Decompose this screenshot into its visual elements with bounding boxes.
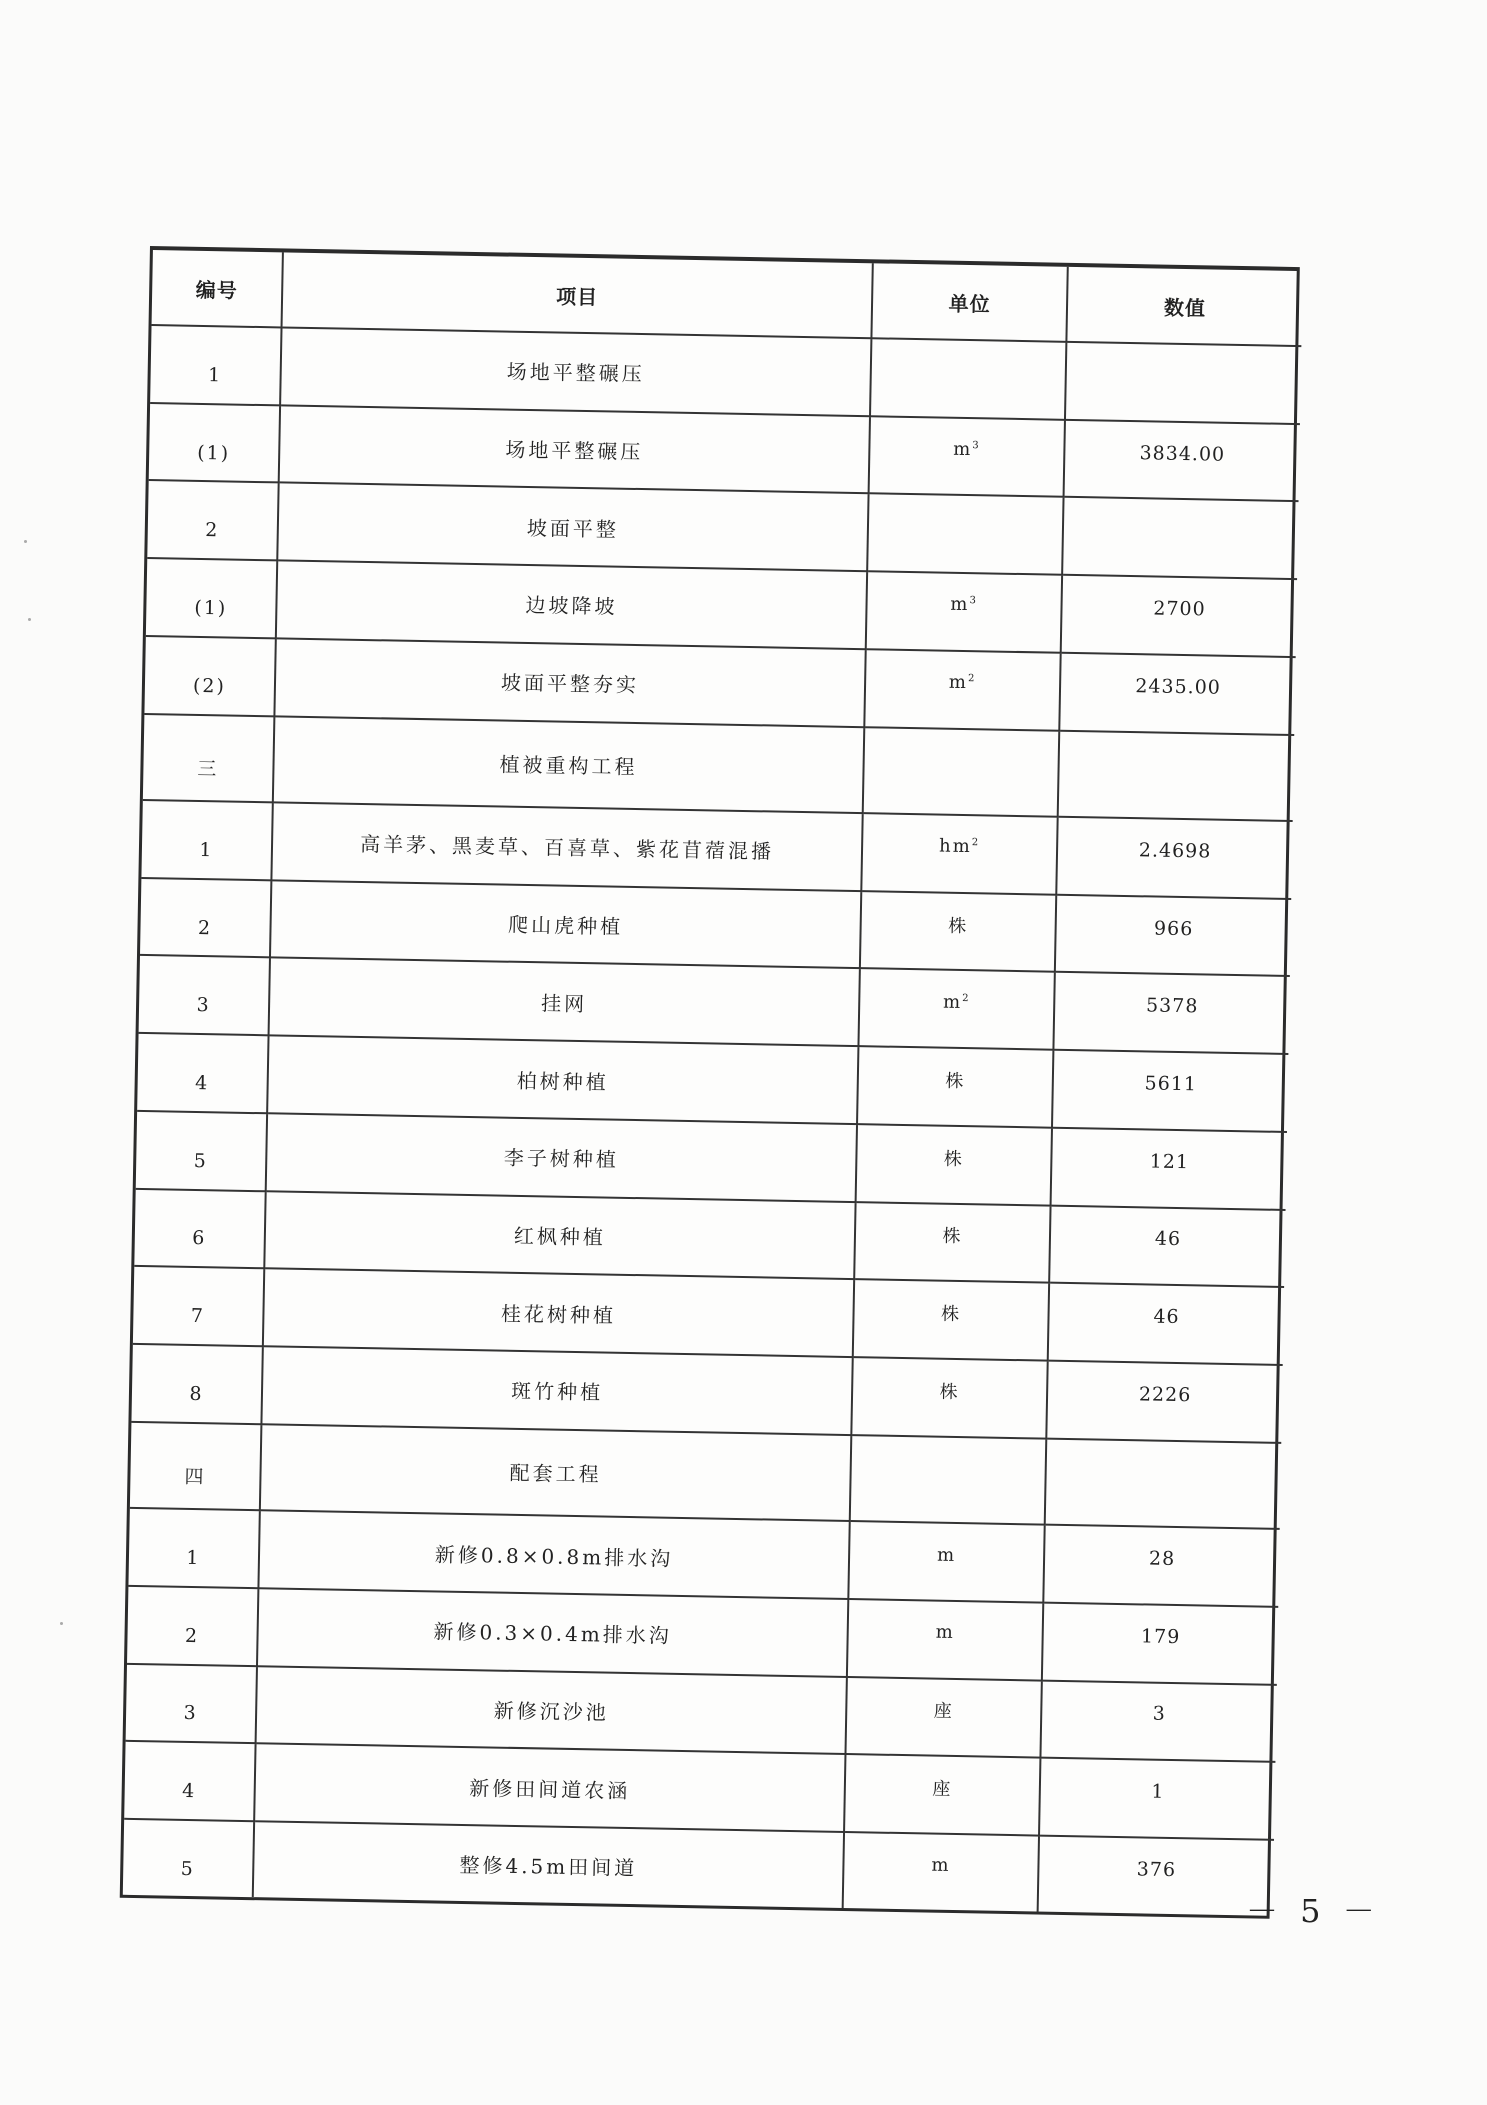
cell-value — [1045, 1438, 1282, 1529]
unit-superscript: 3 — [972, 440, 981, 452]
cell-item: 场地平整碾压 — [279, 405, 870, 494]
cell-unit — [863, 727, 1060, 817]
unit-text: m — [931, 1854, 951, 1876]
cell-value: 1 — [1039, 1758, 1275, 1840]
cell-no: 6 — [134, 1188, 265, 1268]
cell-item: 配套工程 — [260, 1424, 851, 1521]
cell-value: 46 — [1048, 1283, 1284, 1365]
header-unit: 单位 — [871, 263, 1067, 342]
cell-no: (2) — [144, 636, 275, 716]
cell-item: 边坡降坡 — [276, 560, 867, 649]
cell-value: 2435.00 — [1059, 653, 1295, 735]
cell-unit — [858, 969, 1054, 1050]
cell-no: 3 — [139, 955, 270, 1035]
scan-speck — [28, 618, 31, 621]
cell-value: 2226 — [1046, 1361, 1282, 1443]
cell-value: 121 — [1051, 1128, 1287, 1210]
cell-no: 3 — [126, 1663, 257, 1743]
header-no: 编号 — [152, 250, 283, 327]
unit-superscript: 3 — [969, 595, 978, 607]
cell-value: 376 — [1038, 1836, 1274, 1916]
cell-value: 2700 — [1061, 575, 1297, 657]
cell-no: 2 — [147, 480, 278, 560]
cell-item: 高羊茅、黑麦草、百喜草、紫花苜蓿混播 — [271, 802, 862, 891]
cell-unit — [870, 338, 1066, 419]
cell-no: 5 — [123, 1819, 254, 1897]
cell-item: 李子树种植 — [266, 1113, 857, 1202]
unit-text: 株 — [940, 1303, 962, 1326]
unit-text: m — [936, 1544, 957, 1566]
cell-value: 3834.00 — [1064, 419, 1300, 501]
cell-unit — [850, 1435, 1047, 1525]
cell-unit — [867, 494, 1063, 575]
cell-item: 爬山虎种植 — [270, 880, 861, 969]
cell-unit — [845, 1677, 1041, 1758]
cell-item: 红枫种植 — [264, 1191, 855, 1280]
unit-text: m — [952, 438, 973, 461]
page-number: － 5 － — [1246, 1892, 1381, 1930]
cell-value: 46 — [1049, 1205, 1285, 1287]
scan-speck — [24, 540, 27, 543]
cell-no: 2 — [140, 878, 271, 958]
scan-speck — [60, 1622, 63, 1625]
cell-no: (1) — [149, 403, 280, 483]
unit-text: 株 — [945, 1070, 966, 1093]
unit-text: m — [948, 671, 969, 694]
unit-text: 株 — [939, 1381, 960, 1403]
unit-text: 座 — [932, 1778, 953, 1801]
cell-unit — [869, 416, 1065, 497]
unit-text: 株 — [942, 1226, 963, 1248]
data-table — [123, 250, 1303, 1916]
cell-no: 5 — [136, 1111, 267, 1191]
cell-no: 1 — [128, 1508, 259, 1588]
header-item: 项目 — [282, 252, 873, 338]
cell-no: 1 — [141, 800, 272, 880]
header-value: 数值 — [1066, 267, 1302, 346]
cell-item: 新修田间道农涵 — [254, 1743, 845, 1832]
unit-text: m — [935, 1621, 955, 1644]
cell-unit — [854, 1202, 1050, 1283]
cell-item: 新修0.8×0.8m排水沟 — [258, 1510, 849, 1599]
cell-no: 三 — [143, 713, 275, 802]
cell-unit — [864, 649, 1060, 730]
cell-unit — [847, 1599, 1043, 1680]
cell-unit — [866, 571, 1062, 652]
cell-no: (1) — [146, 558, 277, 638]
cell-unit — [857, 1046, 1053, 1127]
cell-value: 3 — [1040, 1680, 1276, 1762]
cell-item: 整修4.5m田间道 — [253, 1821, 844, 1908]
cell-no: 1 — [150, 325, 281, 405]
cell-item: 坡面平整 — [277, 483, 868, 572]
cell-no: 4 — [137, 1033, 268, 1113]
unit-text: hm — [938, 835, 972, 858]
cell-no: 4 — [124, 1741, 255, 1821]
cell-value: 179 — [1042, 1603, 1278, 1685]
unit-text: 株 — [943, 1148, 965, 1170]
unit-text: m — [950, 594, 970, 616]
cell-unit — [853, 1279, 1049, 1360]
cell-value: 28 — [1043, 1525, 1279, 1607]
cell-item: 斑竹种植 — [261, 1346, 852, 1435]
cell-item: 桂花树种植 — [263, 1269, 854, 1358]
unit-superscript: 2 — [962, 992, 971, 1004]
cell-unit — [851, 1357, 1047, 1438]
unit-superscript: 2 — [971, 837, 981, 849]
cell-value: 2.4698 — [1056, 817, 1292, 899]
cell-item: 植被重构工程 — [273, 716, 864, 813]
cell-value: 5611 — [1052, 1050, 1288, 1132]
cell-no: 四 — [130, 1422, 262, 1511]
cell-unit — [848, 1521, 1044, 1602]
cell-value: 966 — [1055, 894, 1291, 976]
unit-superscript: 2 — [967, 673, 977, 685]
cell-value — [1058, 730, 1295, 821]
cell-value: 5378 — [1053, 972, 1289, 1054]
cell-item: 坡面平整夯实 — [274, 638, 865, 727]
cell-unit — [844, 1754, 1040, 1835]
cell-no: 2 — [127, 1586, 258, 1666]
cell-unit — [843, 1832, 1039, 1912]
cell-no: 8 — [131, 1344, 262, 1424]
cell-unit — [860, 891, 1056, 972]
unit-text: 座 — [933, 1701, 954, 1723]
cell-unit — [861, 813, 1057, 894]
table-body — [123, 325, 1302, 1916]
cell-value — [1062, 497, 1298, 579]
cell-value — [1065, 342, 1301, 424]
cell-item: 场地平整碾压 — [280, 327, 871, 416]
cell-item: 新修0.3×0.4m排水沟 — [257, 1588, 848, 1677]
data-table-frame — [120, 246, 1300, 1919]
unit-text: 株 — [947, 915, 969, 937]
cell-item: 挂网 — [269, 958, 860, 1047]
cell-item: 柏树种植 — [267, 1035, 858, 1124]
cell-unit — [856, 1124, 1052, 1205]
cell-no: 7 — [133, 1266, 264, 1346]
unit-text: m — [942, 991, 963, 1013]
cell-item: 新修沉沙池 — [256, 1666, 847, 1755]
